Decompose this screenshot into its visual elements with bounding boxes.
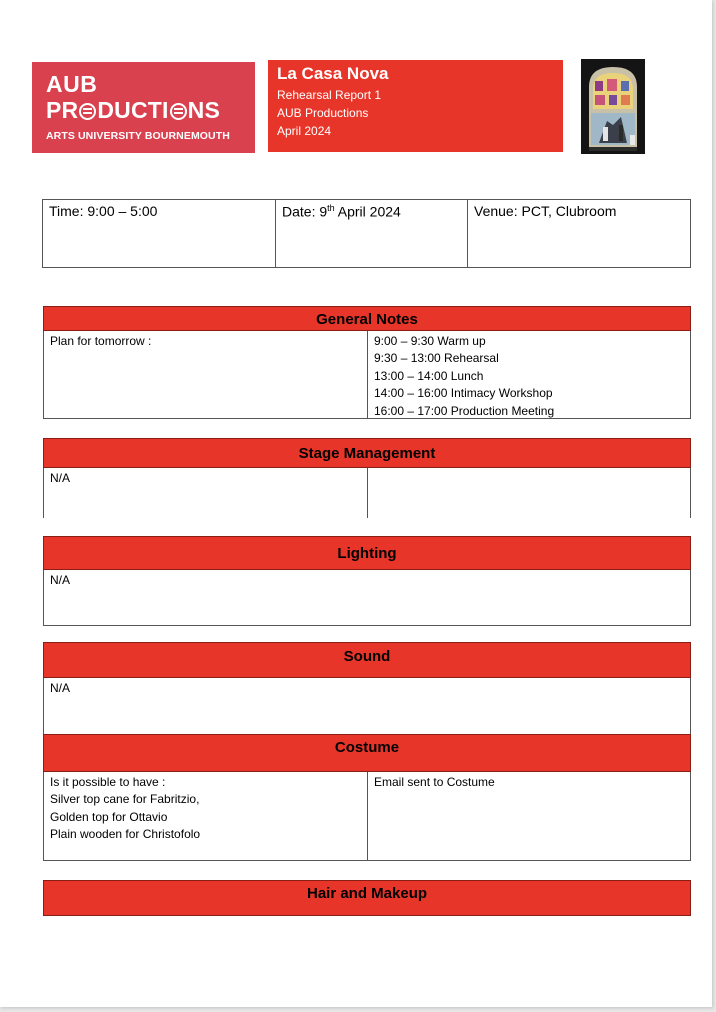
logo-o-icon [79, 103, 96, 120]
show-poster-image [581, 59, 645, 154]
costume-body [43, 772, 691, 861]
report-month: April 2024 [277, 124, 332, 138]
stage-management-note: N/A [50, 471, 71, 485]
lighting-section [43, 536, 691, 626]
costume-request-line: Is it possible to have : [50, 775, 166, 789]
costume-section [43, 734, 691, 861]
poster-artwork-icon [581, 59, 645, 154]
report-subtitle: Rehearsal Report 1 [277, 88, 382, 102]
report-title: La Casa Nova [277, 64, 389, 83]
stage-management-body [43, 468, 691, 518]
logo-line-1: AUB [46, 71, 98, 97]
general-notes-left [44, 331, 368, 418]
schedule-list [368, 331, 690, 418]
costume-response [368, 772, 690, 860]
stage-management-section [43, 438, 691, 518]
general-notes-heading: General Notes [43, 306, 691, 331]
sound-note: N/A [50, 681, 71, 695]
hair-makeup-heading: Hair and Makeup [43, 880, 691, 916]
plan-label: Plan for tomorrow : [50, 334, 152, 348]
schedule-item: 9:00 – 9:30 Warm up [374, 334, 486, 348]
sound-body [43, 678, 691, 734]
logo-line-2: PR DUCTI NS [46, 97, 220, 123]
schedule-item: 9:30 – 13:00 Rehearsal [374, 351, 499, 366]
lighting-note: N/A [50, 573, 71, 587]
session-info-table [42, 199, 691, 268]
costume-response-line: Email sent to Costume [374, 775, 495, 789]
general-notes-body [43, 331, 691, 419]
session-date: Date: 9th April 2024 [276, 200, 468, 268]
aub-productions-logo [32, 62, 255, 153]
report-title-box [268, 60, 563, 152]
report-organization: AUB Productions [277, 106, 369, 120]
costume-request [44, 772, 368, 860]
costume-request-line: Plain wooden for Christofolo [50, 827, 201, 842]
lighting-heading: Lighting [43, 536, 691, 570]
sound-section [43, 642, 691, 734]
stage-management-heading: Stage Management [43, 438, 691, 468]
logo-o-icon [170, 103, 187, 120]
session-venue: Venue: PCT, Clubroom [468, 200, 691, 268]
logo-line-3: ARTS UNIVERSITY BOURNEMOUTH [46, 130, 230, 142]
lighting-body [43, 570, 691, 626]
schedule-item: 16:00 – 17:00 Production Meeting [374, 403, 555, 418]
schedule-item: 14:00 – 16:00 Intimacy Workshop [374, 386, 553, 401]
schedule-item: 13:00 – 14:00 Lunch [374, 368, 484, 383]
costume-request-line: Silver top cane for Fabritzio, [50, 792, 200, 807]
session-time: Time: 9:00 – 5:00 [43, 200, 276, 268]
sound-heading: Sound [43, 642, 691, 678]
general-notes-section [43, 306, 691, 419]
hair-makeup-section [43, 880, 691, 916]
costume-request-line: Golden top for Ottavio [50, 809, 168, 824]
costume-heading: Costume [43, 734, 691, 772]
